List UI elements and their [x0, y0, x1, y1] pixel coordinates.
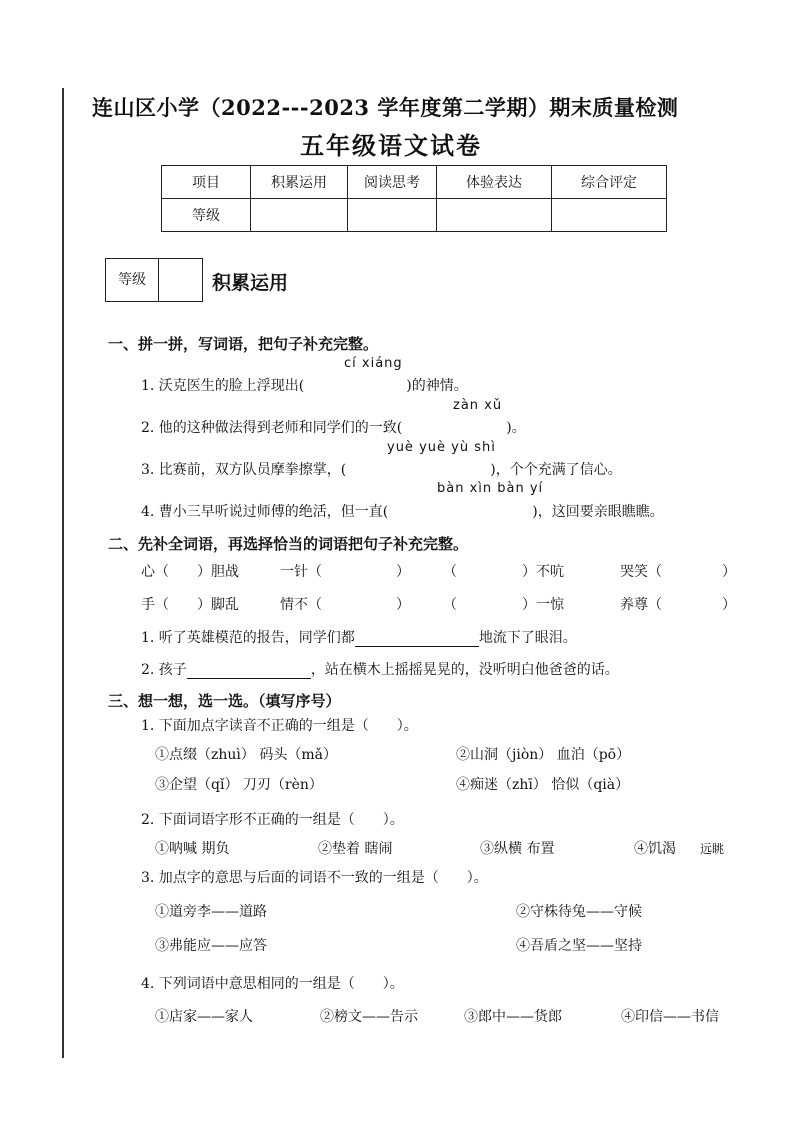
q2-word: ）: [722, 597, 736, 613]
answer-blank[interactable]: [187, 664, 311, 679]
q1-item-text: 2. 他的这种做法得到老师和同学们的一致(: [141, 420, 403, 436]
q1-item: [141, 459, 622, 479]
q2-word: （: [443, 597, 457, 613]
table-cell: 阅读思考: [348, 166, 437, 199]
q2-word: ）: [722, 564, 736, 580]
q1-pinyin: bàn xìn bàn yí: [437, 481, 544, 496]
option: ③企望（qǐ） 刀刃（rèn）: [155, 777, 323, 793]
section-grade-box: [105, 258, 203, 302]
grade-table-header-row: [162, 166, 667, 199]
option: ④印信——书信: [621, 1009, 719, 1025]
grade-input-cell[interactable]: [437, 199, 552, 232]
q2-heading: 二、先补全词语，再选择恰当的词语把句子补充完整。: [108, 535, 469, 553]
q2-sentence: [141, 627, 577, 647]
option: ②守株待兔——守候: [516, 904, 642, 920]
q3-2-text: 2. 下面词语字形不正确的一组是（ ）。: [141, 812, 404, 828]
q2-word: 手（ ）脚乱: [141, 597, 239, 613]
q1-item: [141, 375, 468, 395]
q1-item-text: )，个个充满了信心。: [490, 462, 622, 478]
option: ①点缀（zhuì） 码头（mǎ）: [155, 747, 337, 763]
q2-sentence-text: 地流下了眼泪。: [478, 630, 577, 646]
table-cell: 项目: [162, 166, 251, 199]
option: ①店家——家人: [155, 1009, 253, 1025]
section-title: 积累运用: [212, 272, 289, 294]
grade-input-cell[interactable]: [552, 199, 667, 232]
q2-sentence: [141, 659, 619, 679]
q1-pinyin: cí xiáng: [344, 356, 403, 371]
q2-sentence-text: 1. 听了英雄模范的报告，同学们都: [141, 630, 355, 646]
exam-title: 连山区小学（2022---2023 学年度第二学期）期末质量检测: [92, 95, 679, 120]
option: ④痴迷（zhī） 恰似（qià）: [456, 777, 630, 793]
table-cell: 积累运用: [251, 166, 348, 199]
q2-word: 养尊（: [620, 597, 662, 613]
q2-sentence-text: 2. 孩子: [141, 662, 187, 678]
q2-word: 情不（: [280, 597, 322, 613]
binding-line: [62, 88, 64, 1058]
q2-word: （: [443, 564, 457, 580]
q2-sentence-text: ，站在横木上摇摇晃晃的，没听明白他爸爸的话。: [310, 662, 619, 678]
option: ③郎中——货郎: [464, 1009, 562, 1025]
q1-heading: 一、拼一拼，写词语，把句子补充完整。: [108, 335, 379, 353]
section-grade-label: 等级: [106, 259, 159, 301]
q3-4-text: 4. 下列词语中意思相同的一组是（ ）。: [141, 976, 404, 992]
option-extra: 远眺: [700, 842, 725, 856]
option: ②山洞（jiòn） 血泊（pō）: [456, 747, 631, 763]
q1-item-text: )的神情。: [406, 378, 468, 394]
q2-word: ）: [396, 597, 410, 613]
q1-item-text: 4. 曹小三早听说过师傅的绝活，但一直(: [141, 504, 389, 520]
answer-blank[interactable]: [355, 632, 479, 647]
table-cell: 体验表达: [437, 166, 552, 199]
q3-3-text: 3. 加点字的意思与后面的词语不一致的一组是（ ）。: [141, 870, 488, 886]
grade-input-cell[interactable]: [251, 199, 348, 232]
q2-word: ）不吭: [522, 564, 564, 580]
q1-item: [141, 417, 526, 437]
q1-pinyin: yuè yuè yù shì: [387, 440, 496, 455]
q2-word: ）: [396, 564, 410, 580]
q1-item-text: )，这回要亲眼瞧瞧。: [532, 504, 664, 520]
q1-item-text: )。: [506, 420, 526, 436]
option: ③弗能应——应答: [155, 938, 267, 954]
option: ②垫着 瞎闹: [318, 841, 393, 857]
q2-word: 心（ ）胆战: [141, 564, 239, 580]
grade-table: [161, 165, 667, 232]
q3-1-text: 1. 下面加点字读音不正确的一组是（ ）。: [141, 718, 418, 734]
q1-pinyin: zàn xǔ: [453, 398, 503, 413]
grade-table-row: [162, 199, 667, 232]
q2-word: ）一惊: [522, 597, 564, 613]
exam-subtitle: 五年级语文试卷: [300, 131, 482, 160]
table-cell: 综合评定: [552, 166, 667, 199]
q3-heading: 三、想一想，选一选。（填写序号）: [108, 692, 341, 710]
table-cell: 等级: [162, 199, 251, 232]
option: ③纵横 布置: [480, 841, 555, 857]
option: ②榜文——告示: [320, 1009, 418, 1025]
option: ④饥渴: [634, 841, 676, 857]
q1-item: [141, 501, 664, 521]
q2-word: 一针（: [280, 564, 322, 580]
option: ①道旁李——道路: [155, 904, 267, 920]
q2-word: 哭笑（: [620, 564, 662, 580]
option: ①呐喊 期负: [155, 841, 230, 857]
q1-item-text: 1. 沃克医生的脸上浮现出(: [141, 378, 305, 394]
grade-input-cell[interactable]: [348, 199, 437, 232]
option: ④吾盾之坚——坚持: [516, 938, 642, 954]
q1-item-text: 3. 比赛前，双方队员摩拳擦掌，(: [141, 462, 347, 478]
